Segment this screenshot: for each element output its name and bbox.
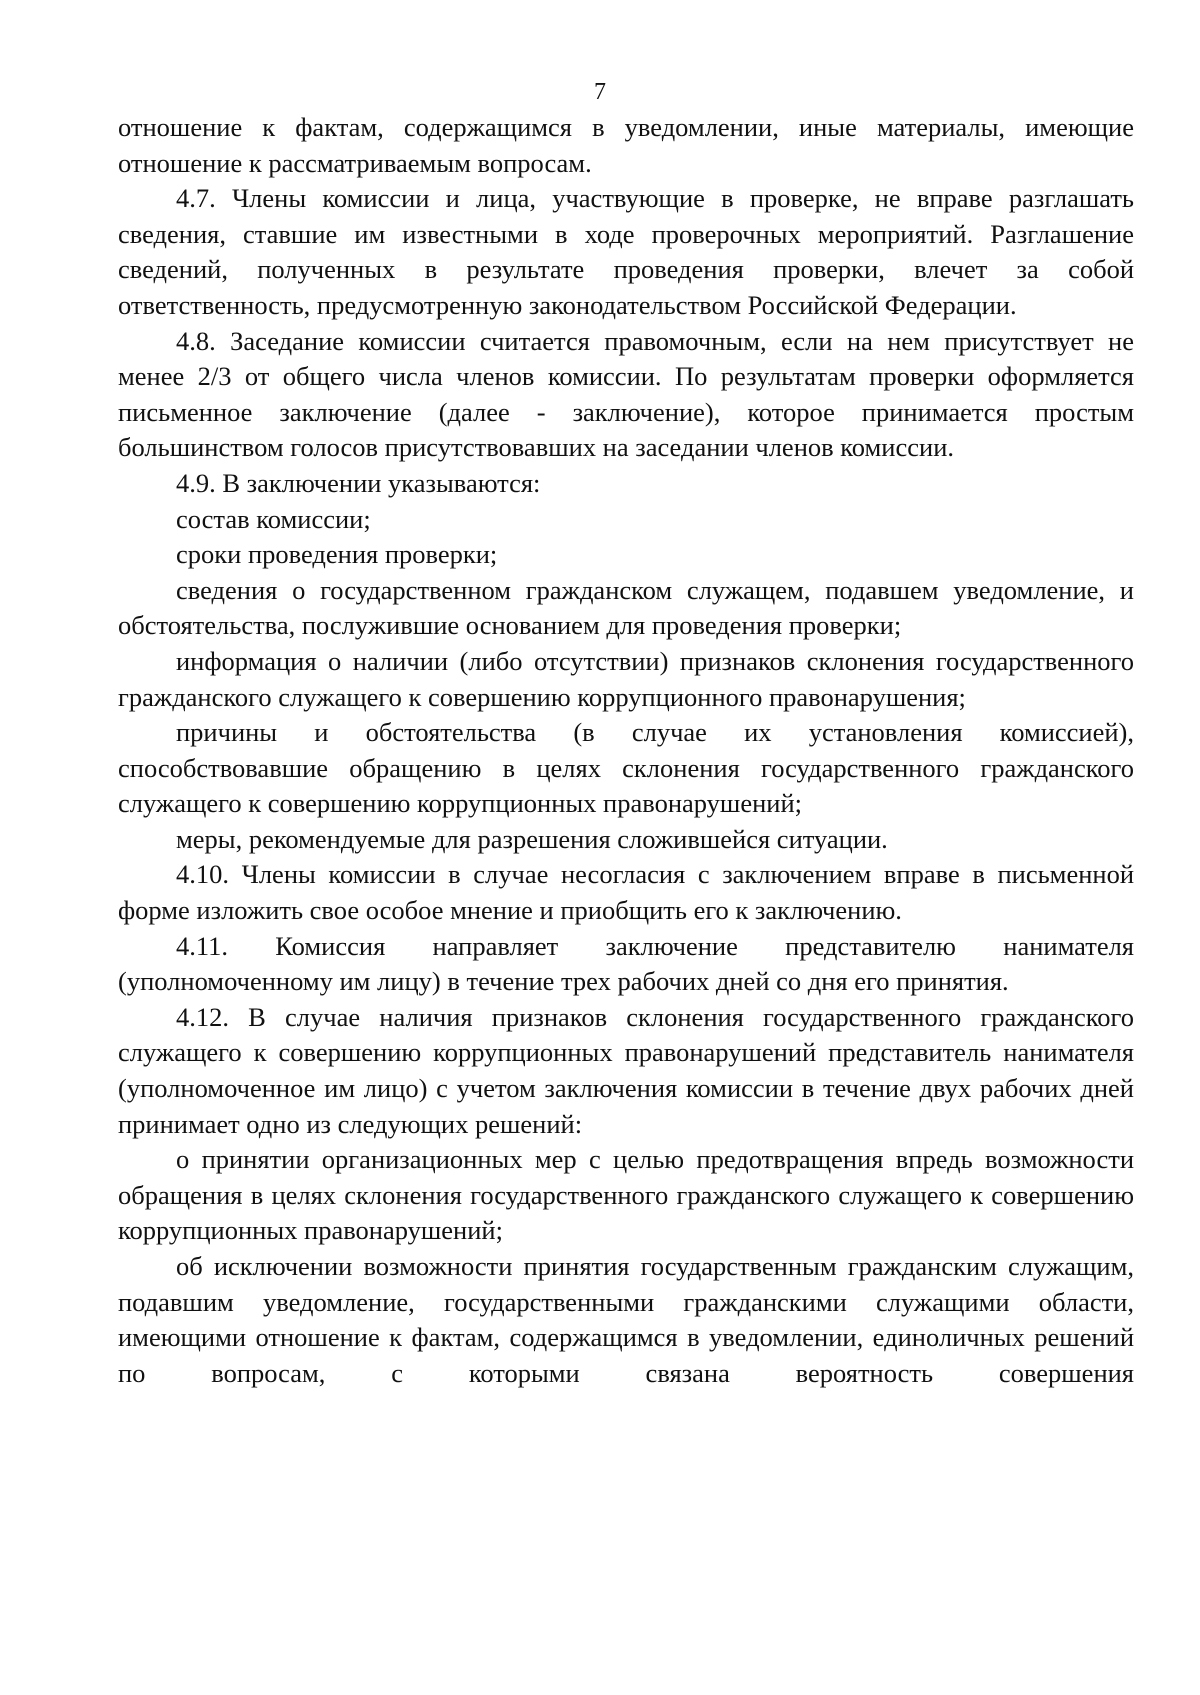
paragraph-continuation: отношение к фактам, содержащимся в уведомлении, иные материалы, имеющие отношение к рассматриваемым вопросам. — [118, 112, 1134, 178]
page-number: 7 — [594, 79, 606, 105]
paragraph-4-10: 4.10. Члены комиссии в случае несогласия с заключением вправе в письменной форме изложить свое особое мнение и приобщить его к заключению. — [118, 859, 1134, 926]
list-item-measures: меры, рекомендуемые для разрешения сложившейся ситуации. — [176, 823, 888, 854]
paragraph-4-9: 4.9. В заключении указываются: — [176, 467, 541, 498]
list-item-signs-info: информация о наличии (либо отсутствии) признаков склонения государственного гражданского служащего к совершению коррупционного правонарушения; — [118, 645, 1134, 712]
paragraph-4-7: 4.7. Члены комиссии и лица, участвующие в проверке, не вправе разглашать сведения, ставшие им известными в ходе проверочных мероприятий. Разглашение сведений, полученных в результате проведения проверки, влечет за собой ответственность, предусмотренную законодательством Российской Федерации. — [118, 183, 1134, 320]
paragraph-4-11: 4.11. Комиссия направляет заключение представителю нанимателя (уполномоченному им лицу) в течение трех рабочих дней со дня его принятия. — [118, 930, 1134, 997]
list-item-employee-info: сведения о государственном гражданском служащем, подавшем уведомление, и обстоятельства, послужившие основанием для проведения проверки; — [118, 574, 1134, 641]
list-item-causes: причины и обстоятельства (в случае их установления комиссией), способствовавшие обращению в целях склонения государственного гражданского служащего к совершению коррупционных правонарушений; — [118, 717, 1134, 819]
decision-item-organizational-measures: о принятии организационных мер с целью предотвращения впредь возможности обращения в целях склонения государственного гражданского служащего к совершению коррупционных правонарушений; — [118, 1144, 1134, 1246]
paragraph-4-8: 4.8. Заседание комиссии считается правомочным, если на нем присутствует не менее 2/3 от общего числа членов комиссии. По результатам проверки оформляется письменное заключение (далее - заключение), которое принимается простым большинством голосов присутствовавших на заседании членов комиссии. — [118, 325, 1134, 463]
list-item-inspection-terms: сроки проведения проверки; — [176, 539, 498, 570]
document-body — [118, 110, 1134, 1391]
decision-item-exclusion: об исключении возможности принятия государственным гражданским служащим, подавшим уведомление, государственными гражданскими служащими области, имеющими отношение к фактам, содержащимся в уведомлении, единоличных решений по вопросам, с которыми связана вероятность совершения — [118, 1251, 1134, 1388]
list-item-commission-composition: состав комиссии; — [176, 503, 371, 534]
paragraph-4-12: 4.12. В случае наличия признаков склонения государственного гражданского служащего к совершению коррупционных правонарушений представитель нанимателя (уполномоченное им лицо) с учетом заключения комиссии в течение двух рабочих дней принимает одно из следующих решений: — [118, 1001, 1134, 1139]
